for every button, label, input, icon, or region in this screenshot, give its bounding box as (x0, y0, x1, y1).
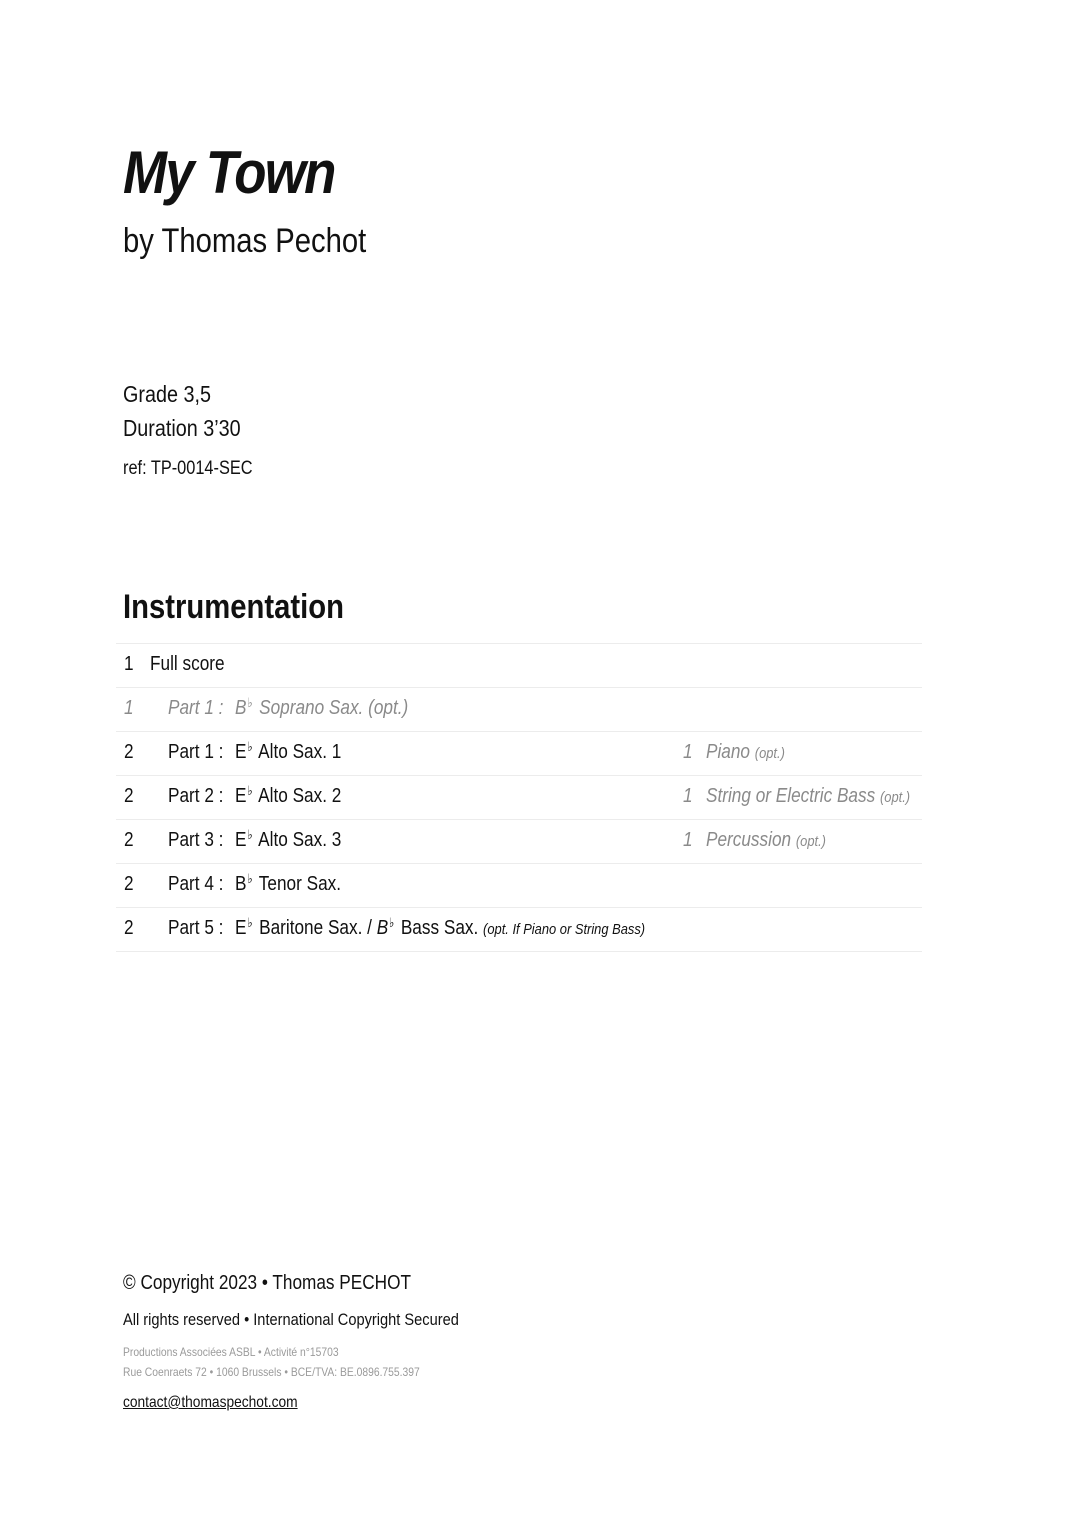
publisher-info: Productions Associées ASBL • Activité n°15703 (123, 1345, 339, 1359)
quantity: 2 (124, 873, 134, 895)
flat-symbol: ♭ (247, 871, 253, 886)
optional-note: (opt. If Piano or String Bass) (483, 921, 646, 938)
composer-line: by Thomas Pechot (123, 222, 367, 260)
flat-symbol: ♭ (247, 915, 253, 930)
part-number: Part 2 : (168, 785, 224, 807)
copyright-notice: © Copyright 2023 • Thomas PECHOT (123, 1272, 411, 1294)
instrument-name: E♭ Alto Sax. 3 (235, 827, 342, 851)
instrumentation-table (116, 643, 922, 952)
table-row (116, 732, 922, 776)
table-row (116, 776, 922, 820)
grade-label: Grade 3,5 (123, 381, 211, 407)
table-row (116, 688, 922, 732)
quantity: 1 (683, 741, 693, 763)
part-name: Full score (150, 653, 225, 675)
quantity: 2 (124, 829, 134, 851)
table-row-full-score (116, 644, 922, 688)
contact-email-link[interactable]: contact@thomaspechot.com (123, 1394, 298, 1411)
instrument-name: E♭ Baritone Sax. / B♭ Bass Sax. (opt. If Piano or String Bass) (235, 915, 646, 939)
table-row (116, 820, 922, 864)
part-number: Part 4 : (168, 873, 224, 895)
instrument-name: Piano (opt.) (706, 741, 785, 763)
instrument-name: E♭ Alto Sax. 1 (235, 739, 342, 763)
quantity: 1 (124, 653, 134, 675)
flat-symbol: ♭ (389, 915, 395, 930)
flat-symbol: ♭ (247, 739, 253, 754)
quantity: 2 (124, 741, 134, 763)
quantity: 1 (124, 697, 134, 719)
part-number: Part 1 : (168, 697, 224, 719)
table-row (116, 908, 922, 952)
flat-symbol: ♭ (247, 695, 253, 710)
instrument-name: Percussion (opt.) (706, 829, 826, 851)
publisher-address: Rue Coenraets 72 • 1060 Brussels • BCE/TVA: BE.0896.755.397 (123, 1365, 420, 1379)
part-number: Part 5 : (168, 917, 224, 939)
score-title: My Town (123, 139, 335, 206)
rights-notice: All rights reserved • International Copyright Secured (123, 1310, 459, 1329)
table-row (116, 864, 922, 908)
quantity: 2 (124, 917, 134, 939)
instrument-name: B♭ Soprano Sax. (opt.) (235, 695, 409, 719)
quantity: 1 (683, 785, 693, 807)
part-number: Part 1 : (168, 741, 224, 763)
instrument-name: String or Electric Bass (opt.) (706, 785, 911, 807)
part-number: Part 3 : (168, 829, 224, 851)
flat-symbol: ♭ (247, 827, 253, 842)
quantity: 1 (683, 829, 693, 851)
duration-label: Duration 3’30 (123, 415, 241, 441)
instrument-name: E♭ Alto Sax. 2 (235, 783, 342, 807)
flat-symbol: ♭ (247, 783, 253, 798)
quantity: 2 (124, 785, 134, 807)
instrument-name: B♭ Tenor Sax. (235, 871, 342, 895)
instrumentation-heading: Instrumentation (123, 588, 344, 626)
reference-code: ref: TP-0014-SEC (123, 458, 253, 479)
